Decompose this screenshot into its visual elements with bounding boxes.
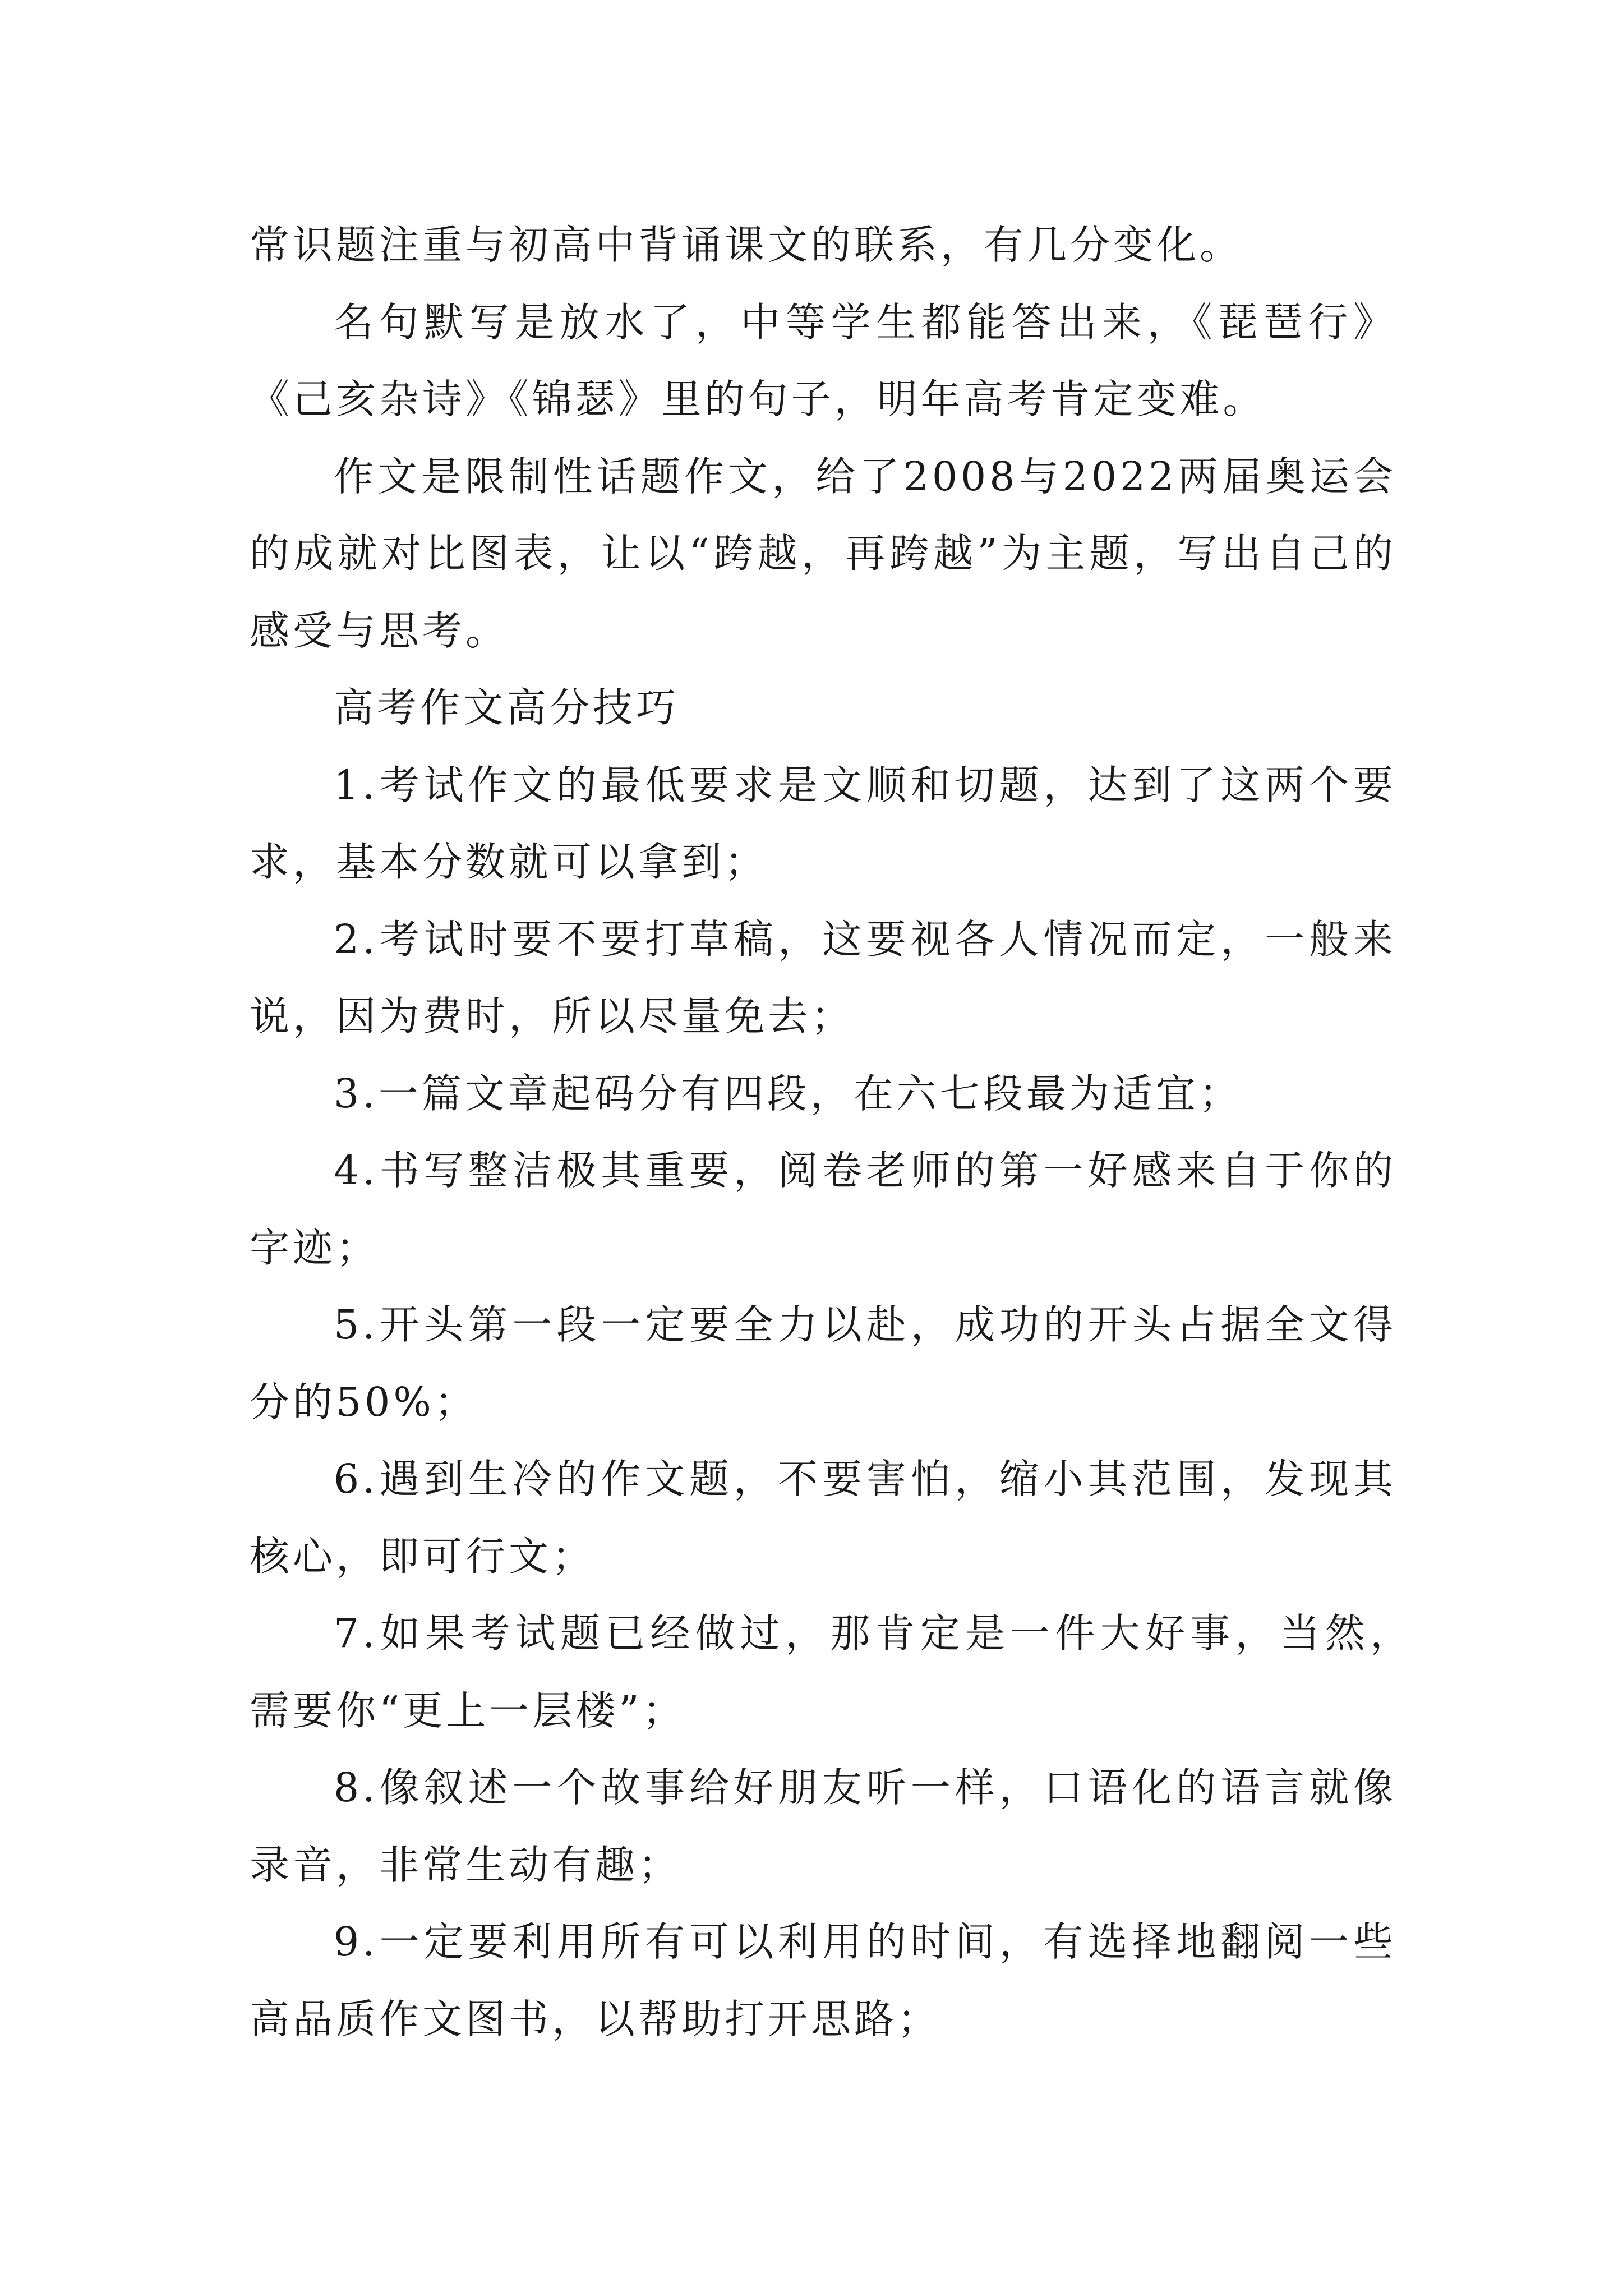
tip-item-3: 3.一篇文章起码分有四段，在六七段最为适宜； [334, 1070, 1242, 1117]
tip-item-9: 9.一定要利用所有可以利用的时间，有选择地翻阅一些高品质作文图书，以帮助打开思路； [250, 1918, 1396, 2042]
tip-item-4: 4.书写整洁极其重要，阅卷老师的第一好感来自于你的字迹； [250, 1147, 1396, 1271]
tip-item-2: 2.考试时要不要打草稿，这要视各人情况而定，一般来说，因为费时，所以尽量免去； [250, 915, 1396, 1039]
tip-item-5: 5.开头第一段一定要全力以赴，成功的开头占据全文得分的50%； [250, 1301, 1396, 1425]
paragraph-composition-topic: 作文是限制性话题作文，给了2008与2022两届奥运会的成就对比图表，让以“跨越，再跨越”为主题，写出自己的感受与思考。 [250, 453, 1396, 654]
tip-item-8: 8.像叙述一个故事给好朋友听一样，口语化的语言就像录音，非常生动有趣； [250, 1764, 1396, 1888]
paragraph-famous-lines: 名句默写是放水了，中等学生都能答出来，《琵琶行》《己亥杂诗》《锦瑟》里的句子，明年高考肯定变难。 [250, 298, 1396, 422]
tip-item-1: 1.考试作文的最低要求是文顺和切题，达到了这两个要求，基本分数就可以拿到； [250, 761, 1396, 885]
tip-item-7: 7.如果考试题已经做过，那肯定是一件大好事，当然，需要你“更上一层楼”； [250, 1610, 1413, 1734]
tip-item-6: 6.遇到生冷的作文题，不要害怕，缩小其范围，发现其核心，即可行文； [250, 1456, 1396, 1580]
paragraph-common-knowledge: 常识题注重与初高中背诵课文的联系，有几分变化。 [250, 222, 1243, 268]
body-text [250, 206, 1413, 2058]
section-heading: 高考作文高分技巧 [334, 684, 680, 731]
